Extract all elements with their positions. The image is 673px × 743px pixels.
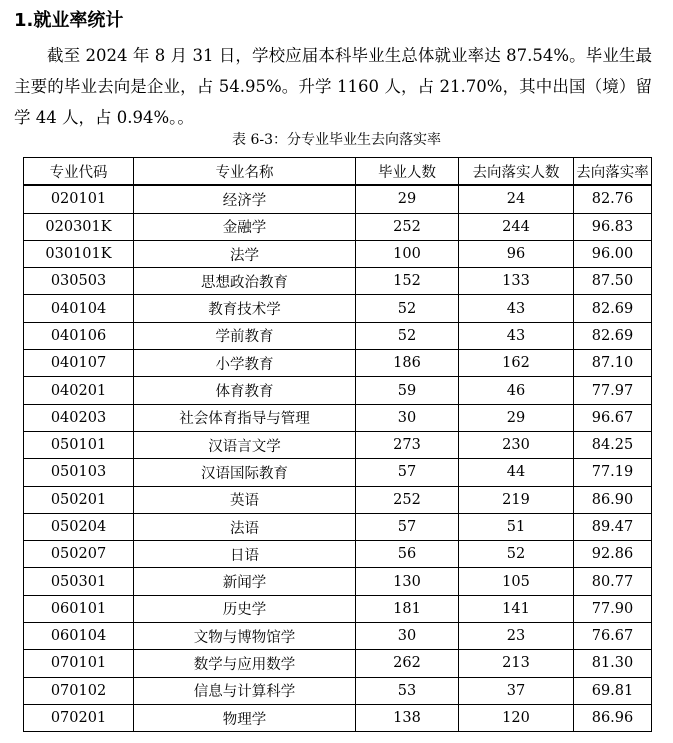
placement-rate-cell: 77.97 <box>574 377 652 404</box>
major-code-cell: 070101 <box>24 650 134 677</box>
placement-rate-cell: 77.19 <box>574 459 652 486</box>
table-row <box>24 677 652 704</box>
placed-cell: 43 <box>459 295 574 322</box>
table-row <box>24 431 652 458</box>
major-name-cell: 物理学 <box>134 704 356 731</box>
summary-paragraph: 截至 2024 年 8 月 31 日，学校应届本科毕业生总体就业率达 87.54%。毕业生最主要的毕业去向是企业，占 54.95%。升学 1160 人，占 21.70%，其中出国（境）留学 44 人，占 0.94%。。 <box>14 46 652 127</box>
graduates-cell: 138 <box>356 704 459 731</box>
table-row <box>24 704 652 731</box>
placed-cell: 51 <box>459 513 574 540</box>
table-row <box>24 213 652 240</box>
placement-rate-cell: 87.10 <box>574 350 652 377</box>
placement-rate-cell: 82.69 <box>574 295 652 322</box>
table-row <box>24 240 652 267</box>
major-name-cell: 体育教育 <box>134 377 356 404</box>
major-code-cell: 020301K <box>24 213 134 240</box>
major-name-cell: 数学与应用数学 <box>134 650 356 677</box>
major-code-cell: 050204 <box>24 513 134 540</box>
placement-rate-cell: 77.90 <box>574 595 652 622</box>
major-name-cell: 新闻学 <box>134 568 356 595</box>
placed-cell: 43 <box>459 322 574 349</box>
major-name-cell: 教育技术学 <box>134 295 356 322</box>
major-code-cell: 070201 <box>24 704 134 731</box>
major-code-cell: 050301 <box>24 568 134 595</box>
major-code-cell: 040104 <box>24 295 134 322</box>
placement-rate-cell: 86.90 <box>574 486 652 513</box>
placed-cell: 37 <box>459 677 574 704</box>
placed-cell: 141 <box>459 595 574 622</box>
graduates-cell: 52 <box>356 295 459 322</box>
placed-cell: 133 <box>459 268 574 295</box>
major-code-cell: 060104 <box>24 623 134 650</box>
major-name-cell: 社会体育指导与管理 <box>134 404 356 431</box>
graduates-cell: 57 <box>356 459 459 486</box>
placement-rate-cell: 96.67 <box>574 404 652 431</box>
placed-cell: 219 <box>459 486 574 513</box>
placement-rate-cell: 82.69 <box>574 322 652 349</box>
placement-rate-cell: 86.96 <box>574 704 652 731</box>
major-name-cell: 法学 <box>134 240 356 267</box>
graduates-cell: 252 <box>356 213 459 240</box>
placement-rate-cell: 80.77 <box>574 568 652 595</box>
major-code-cell: 050201 <box>24 486 134 513</box>
major-code-cell: 020101 <box>24 185 134 213</box>
major-name-cell: 历史学 <box>134 595 356 622</box>
table-row <box>24 486 652 513</box>
table-row <box>24 568 652 595</box>
major-name-cell: 日语 <box>134 541 356 568</box>
placed-cell: 44 <box>459 459 574 486</box>
placed-cell: 162 <box>459 350 574 377</box>
table-row <box>24 268 652 295</box>
graduates-cell: 273 <box>356 431 459 458</box>
graduates-cell: 252 <box>356 486 459 513</box>
major-code-cell: 030503 <box>24 268 134 295</box>
placed-cell: 23 <box>459 623 574 650</box>
major-code-cell: 050103 <box>24 459 134 486</box>
major-name-cell: 思想政治教育 <box>134 268 356 295</box>
table-caption: 表 6-3：分专业毕业生去向落实率 <box>232 132 441 148</box>
major-name-cell: 小学教育 <box>134 350 356 377</box>
graduates-cell: 262 <box>356 650 459 677</box>
graduates-cell: 186 <box>356 350 459 377</box>
table-row <box>24 623 652 650</box>
major-code-cell: 030101K <box>24 240 134 267</box>
major-name-cell: 文物与博物馆学 <box>134 623 356 650</box>
placement-rate-cell: 84.25 <box>574 431 652 458</box>
major-name-cell: 汉语言文学 <box>134 431 356 458</box>
placed-cell: 46 <box>459 377 574 404</box>
placement-rate-cell: 92.86 <box>574 541 652 568</box>
placed-cell: 52 <box>459 541 574 568</box>
graduates-cell: 30 <box>356 404 459 431</box>
graduates-cell: 152 <box>356 268 459 295</box>
placed-cell: 24 <box>459 185 574 213</box>
major-name-cell: 经济学 <box>134 185 356 213</box>
graduates-cell: 30 <box>356 623 459 650</box>
placed-cell: 230 <box>459 431 574 458</box>
major-code-cell: 050207 <box>24 541 134 568</box>
major-name-cell: 英语 <box>134 486 356 513</box>
placed-cell: 29 <box>459 404 574 431</box>
table-row <box>24 595 652 622</box>
graduates-cell: 29 <box>356 185 459 213</box>
major-name-cell: 法语 <box>134 513 356 540</box>
column-header-placement-rate: 去向落实率 <box>574 158 652 186</box>
placed-cell: 120 <box>459 704 574 731</box>
graduates-cell: 59 <box>356 377 459 404</box>
column-header-graduates: 毕业人数 <box>356 158 459 186</box>
table-row <box>24 185 652 213</box>
major-name-cell: 学前教育 <box>134 322 356 349</box>
column-header-major-code: 专业代码 <box>24 158 134 186</box>
table-row <box>24 404 652 431</box>
graduates-cell: 181 <box>356 595 459 622</box>
table-row <box>24 650 652 677</box>
column-header-major-name: 专业名称 <box>134 158 356 186</box>
graduates-cell: 130 <box>356 568 459 595</box>
placed-cell: 96 <box>459 240 574 267</box>
table-row <box>24 459 652 486</box>
graduates-cell: 52 <box>356 322 459 349</box>
table-body <box>24 185 652 731</box>
column-header-placed: 去向落实人数 <box>459 158 574 186</box>
placed-cell: 105 <box>459 568 574 595</box>
placement-rate-cell: 81.30 <box>574 650 652 677</box>
placement-rate-cell: 96.00 <box>574 240 652 267</box>
major-code-cell: 040106 <box>24 322 134 349</box>
major-code-cell: 040203 <box>24 404 134 431</box>
table-header-row <box>24 158 652 186</box>
major-code-cell: 050101 <box>24 431 134 458</box>
placement-rate-cell: 82.76 <box>574 185 652 213</box>
placement-rate-cell: 87.50 <box>574 268 652 295</box>
table-row <box>24 541 652 568</box>
placement-rate-cell: 96.83 <box>574 213 652 240</box>
placement-rate-cell: 89.47 <box>574 513 652 540</box>
employment-rate-table <box>23 157 652 732</box>
major-code-cell: 040107 <box>24 350 134 377</box>
major-name-cell: 信息与计算科学 <box>134 677 356 704</box>
graduates-cell: 100 <box>356 240 459 267</box>
major-code-cell: 070102 <box>24 677 134 704</box>
graduates-cell: 57 <box>356 513 459 540</box>
placement-rate-cell: 69.81 <box>574 677 652 704</box>
major-code-cell: 040201 <box>24 377 134 404</box>
graduates-cell: 56 <box>356 541 459 568</box>
section-heading: 1.就业率统计 <box>14 10 124 31</box>
major-name-cell: 金融学 <box>134 213 356 240</box>
placed-cell: 244 <box>459 213 574 240</box>
table-row <box>24 295 652 322</box>
table-row <box>24 350 652 377</box>
table-row <box>24 513 652 540</box>
graduates-cell: 53 <box>356 677 459 704</box>
major-code-cell: 060101 <box>24 595 134 622</box>
placed-cell: 213 <box>459 650 574 677</box>
table-row <box>24 377 652 404</box>
major-name-cell: 汉语国际教育 <box>134 459 356 486</box>
table-row <box>24 322 652 349</box>
placement-rate-cell: 76.67 <box>574 623 652 650</box>
